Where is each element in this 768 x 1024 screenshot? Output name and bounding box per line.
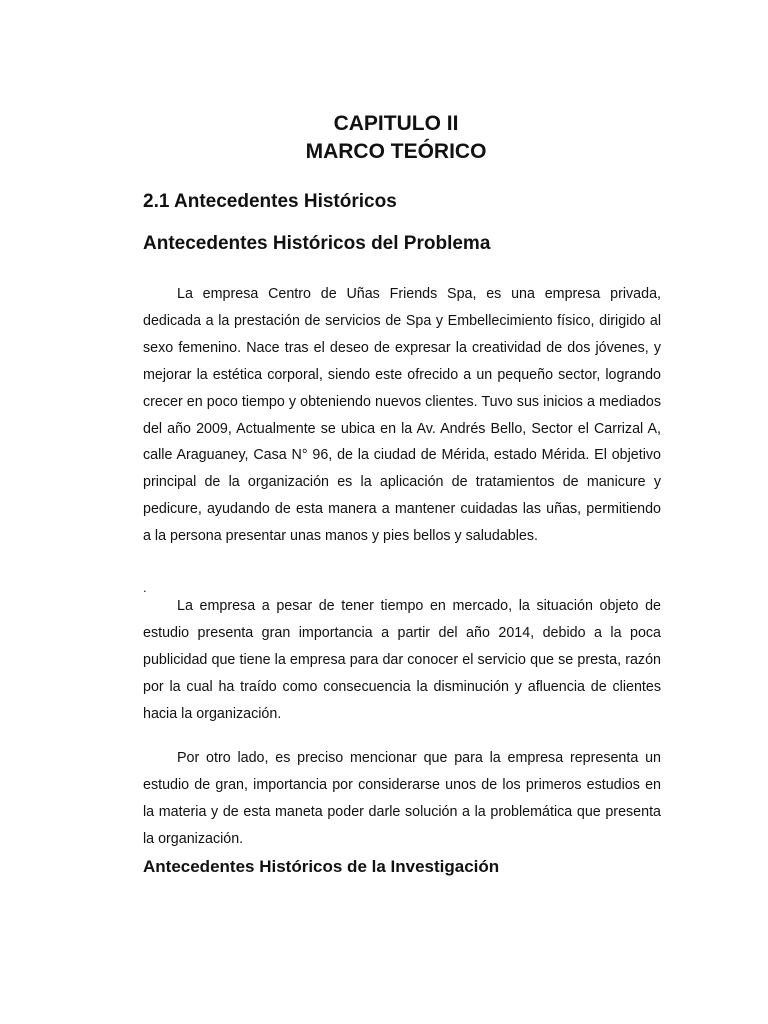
next-section-heading: Antecedentes Históricos de la Investigación [143,857,500,876]
stray-period: . [143,580,147,595]
chapter-title: MARCO TEÓRICO [305,140,487,163]
chapter-number: CAPITULO II [333,112,459,135]
section-subheading: Antecedentes Históricos del Problema [143,233,491,254]
section-heading: 2.1 Antecedentes Históricos [143,191,397,212]
paragraph-2: La empresa a pesar de tener tiempo en mercado, la situación objeto de estudio presenta gran importancia a partir del año 2014, debido a la poca publicidad que tiene la empresa para dar conocer el servicio que se presta, razón por la cual ha traído como consecuencia la disminución y afluencia de clientes hacia la organización. [143,598,661,722]
document-page [143,0,661,1024]
paragraph-3: Por otro lado, es preciso mencionar que para la empresa representa un estudio de gran, importancia por considerarse unos de los primeros estudios en la materia y de esta maneta poder darle solución a la problemática que presenta la organización. [143,750,661,847]
paragraph-1: La empresa Centro de Uñas Friends Spa, es una empresa privada, dedicada a la prestación de servicios de Spa y Embellecimiento físico, dirigido al sexo femenino. Nace tras el deseo de expresar la creatividad de dos jóvenes, y mejorar la estética corporal, siendo este ofrecido a un pequeño sector, logrando crecer en poco tiempo y obteniendo nuevos clientes. Tuvo sus inicios a mediados del año 2009, Actualmente se ubica en la Av. Andrés Bello, Sector el Carrizal A, calle Araguaney, Casa N° 96, de la ciudad de Mérida, estado Mérida. El objetivo principal de la organización es la aplicación de tratamientos de manicure y pedicure, ayudando de esta manera a mantener cuidadas las uñas, permitiendo a la persona presentar unas manos y pies bellos y saludables. [143,286,661,545]
